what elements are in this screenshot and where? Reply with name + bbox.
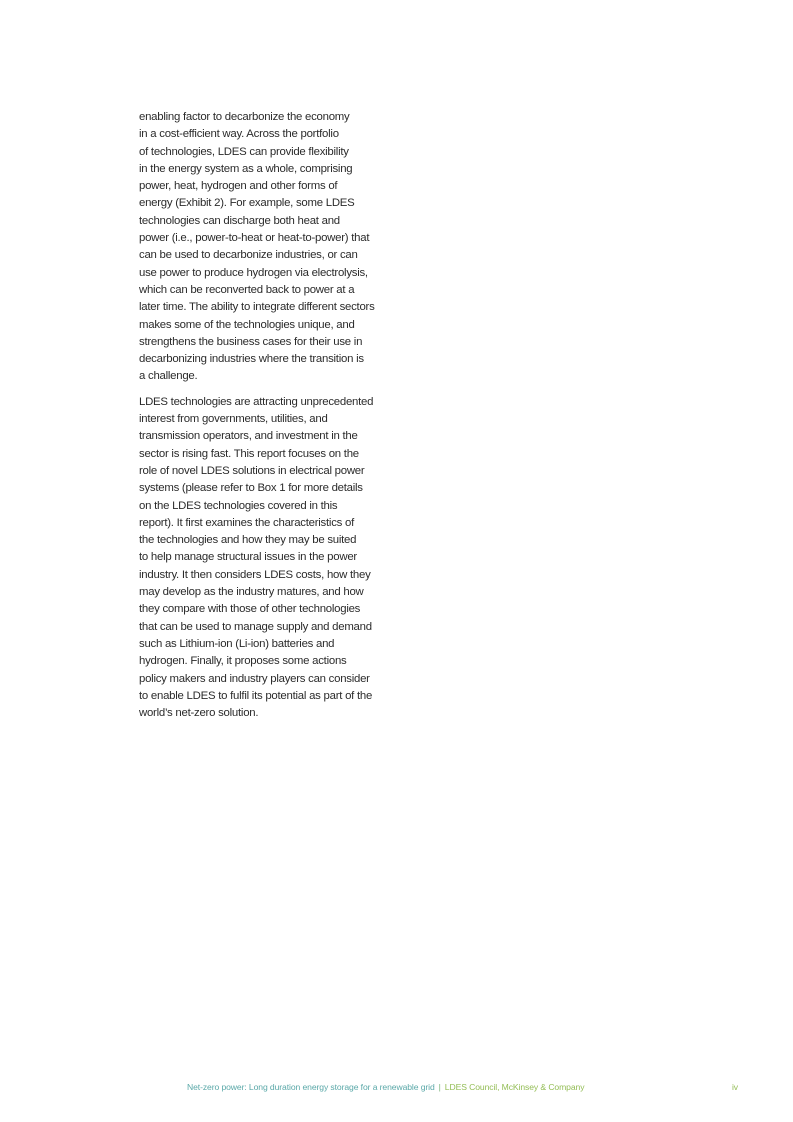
text-line: of technologies, LDES can provide flexibility bbox=[139, 145, 349, 158]
text-line: role of novel LDES solutions in electrical power bbox=[139, 464, 365, 477]
text-line: they compare with those of other technologies bbox=[139, 603, 361, 616]
text-line: which can be reconverted back to power at a bbox=[139, 283, 355, 296]
text-line: that can be used to manage supply and demand bbox=[139, 620, 372, 633]
page-footer bbox=[0, 1082, 793, 1098]
text-line: in the energy system as a whole, comprising bbox=[139, 162, 353, 175]
text-line: hydrogen. Finally, it proposes some actions bbox=[139, 655, 347, 668]
footer-organizations: LDES Council, McKinsey & Company bbox=[444, 1082, 585, 1092]
text-line: industry. It then considers LDES costs, how they bbox=[139, 568, 371, 581]
text-line: decarbonizing industries where the transition is bbox=[139, 353, 364, 366]
text-line: power, heat, hydrogen and other forms of bbox=[139, 180, 338, 193]
page-number: iv bbox=[732, 1082, 739, 1092]
footer-separator: | bbox=[438, 1082, 441, 1092]
text-line: the technologies and how they may be suited bbox=[139, 534, 357, 547]
text-line: on the LDES technologies covered in this bbox=[139, 499, 338, 512]
text-line: interest from governments, utilities, and bbox=[139, 413, 328, 426]
text-line: LDES technologies are attracting unprecedented bbox=[139, 395, 374, 408]
body-text-column bbox=[139, 109, 409, 722]
text-line: to help manage structural issues in the power bbox=[139, 551, 357, 564]
text-line: enabling factor to decarbonize the economy bbox=[139, 111, 350, 123]
text-line: in a cost-efficient way. Across the portfolio bbox=[139, 128, 339, 141]
text-line: energy (Exhibit 2). For example, some LDES bbox=[139, 197, 355, 210]
footer-running-title bbox=[187, 1082, 584, 1092]
text-line: technologies can discharge both heat and bbox=[139, 214, 340, 227]
text-line: power (i.e., power-to-heat or heat-to-power) that bbox=[139, 232, 370, 245]
text-line: strengthens the business cases for their use in bbox=[139, 335, 363, 348]
text-line: transmission operators, and investment in the bbox=[139, 430, 358, 443]
text-line: makes some of the technologies unique, and bbox=[139, 318, 355, 331]
text-line: report). It first examines the characteristics of bbox=[139, 516, 355, 529]
text-line: can be used to decarbonize industries, or can bbox=[139, 249, 358, 262]
text-line: later time. The ability to integrate different sectors bbox=[139, 301, 375, 314]
text-line: may develop as the industry matures, and how bbox=[139, 586, 364, 599]
text-line: systems (please refer to Box 1 for more details bbox=[139, 482, 363, 495]
text-line: such as Lithium-ion (Li-ion) batteries and bbox=[139, 637, 335, 650]
body-paragraph-1 bbox=[139, 109, 409, 386]
text-line: to enable LDES to fulfil its potential as part of the bbox=[139, 689, 373, 702]
text-line: policy makers and industry players can consider bbox=[139, 672, 370, 685]
text-line: sector is rising fast. This report focuses on the bbox=[139, 447, 359, 460]
body-paragraph-2 bbox=[139, 394, 409, 723]
footer-report-title: Net-zero power: Long duration energy storage for a renewable grid bbox=[187, 1082, 435, 1092]
text-line: a challenge. bbox=[139, 370, 198, 383]
text-line: world’s net-zero solution. bbox=[139, 707, 259, 720]
text-line: use power to produce hydrogen via electrolysis, bbox=[139, 266, 368, 279]
